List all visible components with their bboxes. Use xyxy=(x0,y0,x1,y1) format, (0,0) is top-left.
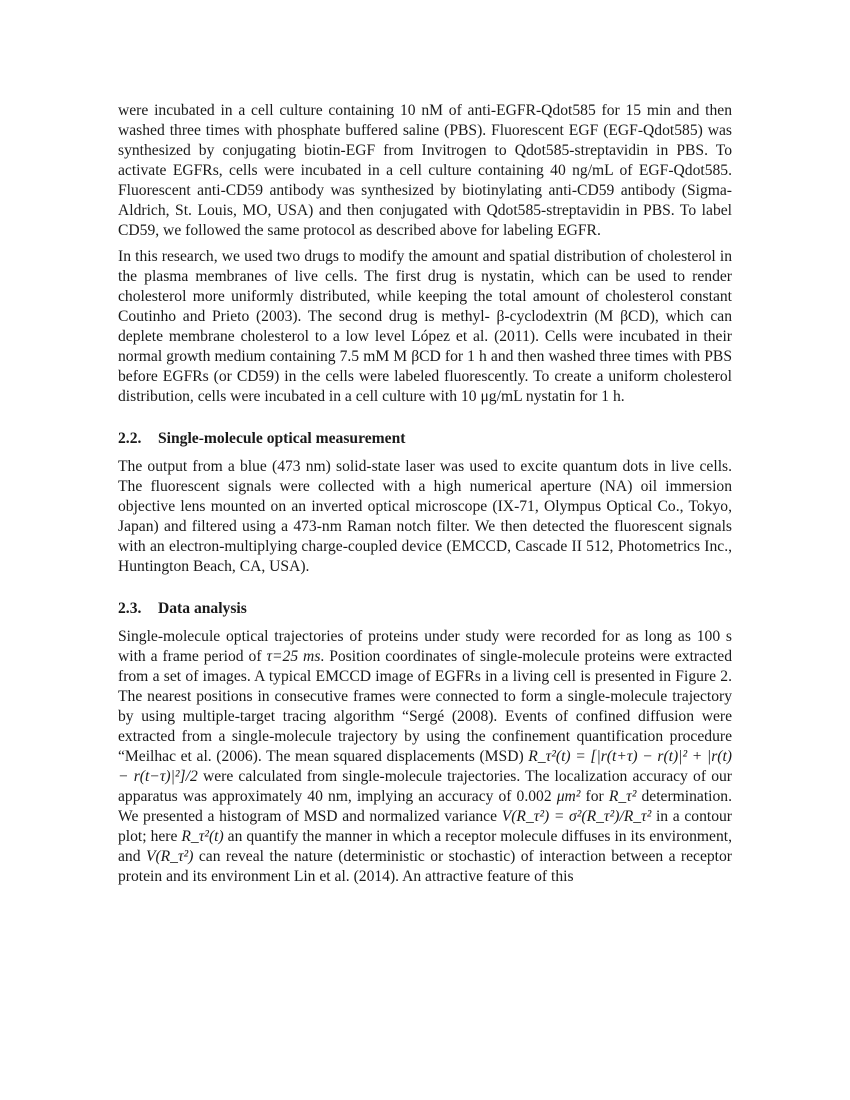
paragraph-antibody-labeling: were incubated in a cell culture containing 10 nM of anti-EGFR-Qdot585 for 15 min and then washed three times with phosphate buffered saline (PBS). Fluorescent EGF (EGF-Qdot585) was synthesized by conjugating biotin-EGF from Invitrogen to Qdot585-streptavidin in PBS. To activate EGFRs, cells were incubated in a cell culture containing 40 ng/mL of EGF-Qdot585. Fluorescent anti-CD59 antibody was synthesized by biotinylating anti-CD59 antibody (Sigma-Aldrich, St. Louis, MO, USA) and then conjugated with Qdot585-streptavidin in PBS. To label CD59, we followed the same protocol as described above for labeling EGFR. xyxy=(118,102,732,239)
msd-t-symbol: R_τ²(t) xyxy=(181,828,224,845)
analysis-text: determination. We presented a histogram of MSD and normalized variance xyxy=(118,788,732,825)
analysis-text: . Position coordinates of single-molecule proteins were extracted from a set of images. A typical EMCCD image of EGFRs in a living cell is presented in Figure 2. The nearest positions in consecutive frames were connected to form a single-molecule trajectory by using multiple-target tracing algorithm “Sergé (2008). Events of confined diffusion were extracted from a single-molecule trajectory by using the confinement quantification procedure “Meilhac et al. (2006). The mean squared displacements (MSD) xyxy=(118,648,732,765)
analysis-text: an quantify the manner in which a receptor molecule diffuses in its environment, and xyxy=(118,828,732,865)
msd-symbol: R_τ² xyxy=(608,788,637,805)
paragraph-data-analysis xyxy=(118,627,732,887)
paper-page xyxy=(118,101,732,893)
section-number: 2.2. xyxy=(118,430,142,447)
section-heading-analysis xyxy=(118,599,732,619)
section-title: Single-molecule optical measurement xyxy=(158,430,406,447)
section-number: 2.3. xyxy=(118,600,142,617)
variance-symbol: V(R_τ²) xyxy=(145,848,194,865)
accuracy-unit: μm² xyxy=(556,788,581,805)
msd-formula: R_τ²(t) = [|r(t+τ) − r(t)|² + |r(t) − r(t−τ)|²]/2 xyxy=(118,748,732,785)
paragraph-optical-measurement: The output from a blue (473 nm) solid-state laser was used to excite quantum dots in live cells. The fluorescent signals were collected with a high numerical aperture (NA) oil immersion objective lens mounted on an inverted optical microscope (IX-71, Olympus Optical Co., Tokyo, Japan) and filtered using a 473-nm Raman notch filter. We then detected the fluorescent signals with an electron-multiplying charge-coupled device (EMCCD, Cascade II 512, Photometrics Inc., Huntington Beach, CA, USA). xyxy=(118,458,732,575)
analysis-text: can reveal the nature (deterministic or stochastic) of interaction between a receptor protein and its environment Lin et al. (2014). An attractive feature of this xyxy=(118,848,732,885)
variance-formula: V(R_τ²) = σ²(R_τ²)/R_τ² xyxy=(501,808,652,825)
section-heading-measurement xyxy=(118,429,732,449)
analysis-text: for xyxy=(580,788,609,805)
analysis-text: in a contour plot; here xyxy=(118,808,732,845)
section-title: Data analysis xyxy=(158,600,247,617)
analysis-text: Single-molecule optical trajectories of proteins under study were recorded for as long as 100 s with a frame period of xyxy=(118,628,732,665)
frame-period-equation: τ=25 ms xyxy=(266,648,321,665)
paragraph-cholesterol-drugs: In this research, we used two drugs to modify the amount and spatial distribution of cholesterol in the plasma membranes of live cells. The first drug is nystatin, which can be used to render cholesterol more uniformly distributed, while keeping the total amount of cholesterol constant Coutinho and Prieto (2003). The second drug is methyl- β-cyclodextrin (M βCD), which can deplete membrane cholesterol to a low level López et al. (2011). Cells were incubated in their normal growth medium containing 7.5 mM M βCD for 1 h and then washed three times with PBS before EGFRs (or CD59) in the cells were labeled fluorescently. To create a uniform cholesterol distribution, cells were incubated in a cell culture with 10 μg/mL nystatin for 1 h. xyxy=(118,248,732,405)
analysis-text: were calculated from single-molecule trajectories. The localization accuracy of our apparatus was approximately 40 nm, implying an accuracy of 0.002 xyxy=(118,768,732,805)
